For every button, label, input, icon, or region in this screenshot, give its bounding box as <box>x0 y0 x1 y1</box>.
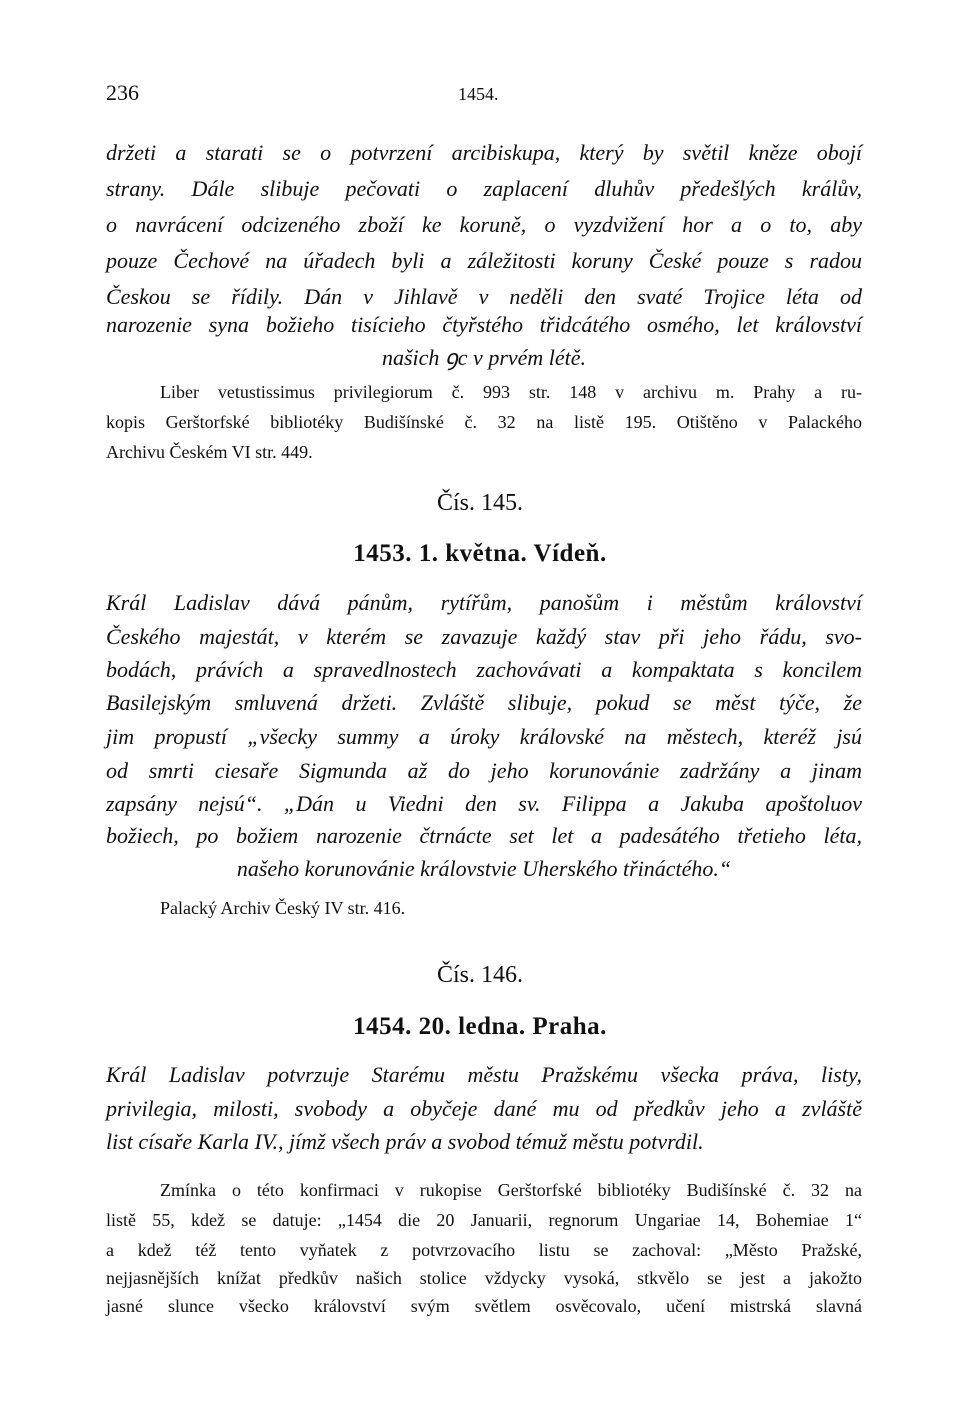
text-line: držeti a starati se o potvrzení arcibiskupa, který by světil kněze obojí <box>106 140 862 165</box>
text-line: Českou se řídily. Dán v Jihlavě v neděli den svaté Trojice léta od <box>106 284 862 309</box>
document-date: 1453. 1. května. Vídeň. <box>353 540 607 567</box>
source-line: kopis Gerštorfské bibliotéky Budišínské č. 32 na listě 195. Otištěno v Palackého <box>106 412 862 432</box>
text-line: Král Ladislav dává pánům, rytířům, panošům i městům království <box>106 590 862 615</box>
text-line: strany. Dále slibuje pečovati o zaplacení dluhův předešlých králův, <box>106 176 862 201</box>
text-line: božiech, po božiem narozenie čtrnácte set let a padesátého třetieho léta, <box>106 823 862 848</box>
note-line: Zmínka o této konfirmaci v rukopise Gerštorfské bibliotéky Budišínské č. 32 na <box>160 1180 862 1200</box>
text-line: Král Ladislav potvrzuje Starému městu Pražskému všecka práva, listy, <box>106 1062 862 1087</box>
source-line: Liber vetustissimus privilegiorum č. 993 str. 148 v archivu m. Prahy a ru- <box>160 382 862 402</box>
text-line: privilegia, milosti, svobody a obyčeje dané mu od předkův jeho a zvláště <box>106 1096 862 1121</box>
note-line: jasné slunce všecko království svým světlem osvěcovalo, učení mistrská slavná <box>106 1296 862 1316</box>
note-line: listě 55, kdež se datuje: „1454 die 20 Januarii, regnorum Ungariae 14, Bohemiae 1“ <box>106 1210 862 1230</box>
text-line: narozenie syna božieho tisícieho čtyřstého třidcátého osmého, let království <box>106 312 862 337</box>
text-line: našich ꝯc v prvém létě. <box>381 345 587 370</box>
document-number: Čís. 146. <box>436 962 523 988</box>
text-line: list císaře Karla IV., jímž všech práv a svobod témuž městu potvrdil. <box>106 1129 704 1154</box>
text-line: o navrácení odcizeného zboží ke koruně, o vyzdvižení hor a o to, aby <box>106 212 862 237</box>
note-line: nejjasnějších knížat předkův našich stolice vždycky vysoká, stkvělo se jest a jakožto <box>106 1268 862 1288</box>
page-number: 236 <box>106 80 139 105</box>
document-number: Čís. 145. <box>436 490 523 516</box>
note-line: a kdež též tento vyňatek z potvrzovacího listu se zachoval: „Město Pražské, <box>106 1240 862 1260</box>
document-date: 1454. 20. ledna. Praha. <box>353 1013 607 1040</box>
text-line: Českého majestát, v kterém se zavazuje každý stav při jeho řádu, svo- <box>106 624 862 649</box>
running-header-year: 1454. <box>458 84 499 104</box>
text-line: našeho korunovánie královstvie Uherského třináctého.“ <box>236 856 732 881</box>
text-line: jim propustí „všecky summy a úroky královské na městech, kteréž jsú <box>106 724 862 749</box>
text-line: Basilejským smluvená držeti. Zvláště slibuje, pokud se měst týče, že <box>106 690 862 715</box>
source-line: Palacký Archiv Český IV str. 416. <box>160 898 406 918</box>
text-line: bodách, právích a spravedlnostech zachovávati a kompaktata s koncilem <box>106 657 862 682</box>
text-line: zapsány nejsú“. „Dán u Viedni den sv. Filippa a Jakuba apoštoluov <box>106 791 862 816</box>
text-line: pouze Čechové na úřadech byli a záležitosti koruny České pouze s radou <box>106 248 862 273</box>
text-line: od smrti ciesaře Sigmunda až do jeho korunovánie zadržány a jinam <box>106 758 862 783</box>
source-line: Archivu Českém VI str. 449. <box>106 442 313 462</box>
